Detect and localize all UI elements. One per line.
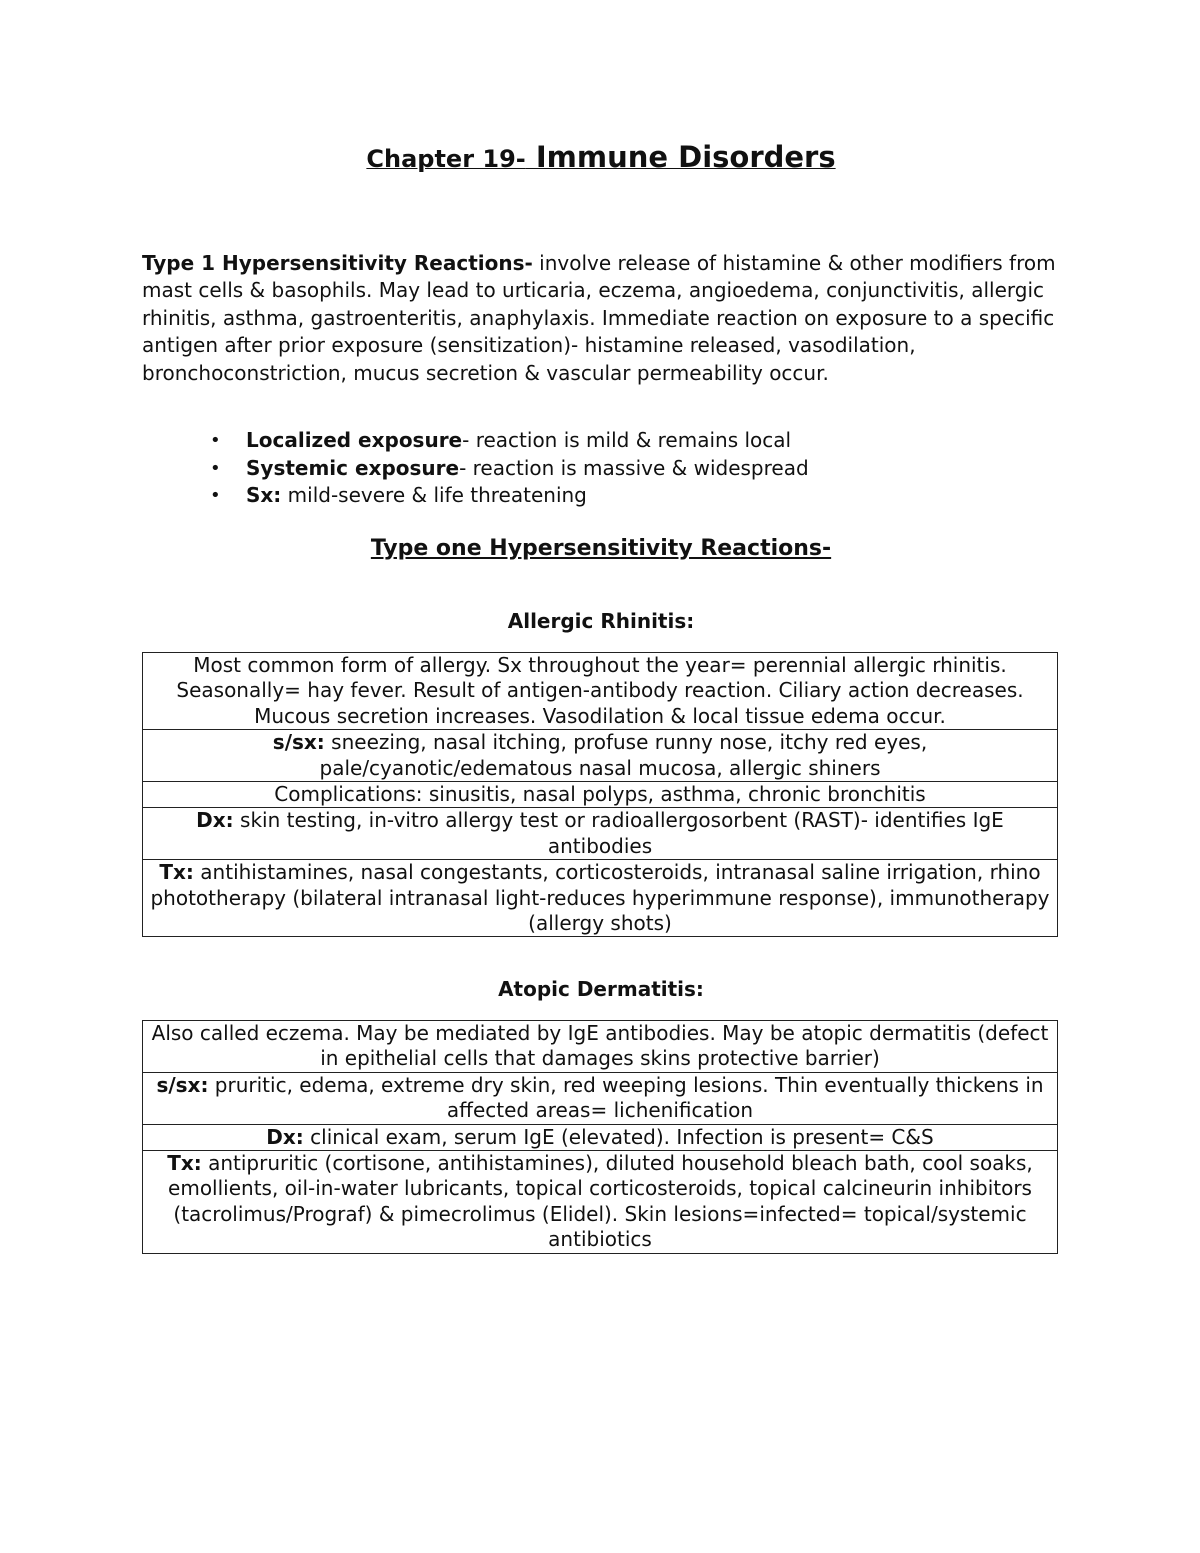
bullet-icon: • [210, 430, 221, 451]
allergic-rhinitis-table [142, 652, 1058, 937]
section-title: Type one Hypersensitivity Reactions- [370, 536, 832, 561]
cell-text: clinical exam, serum IgE (elevated). Infection is present= C&S [303, 1124, 934, 1149]
intro-lead: Type 1 Hypersensitivity Reactions- [142, 251, 533, 275]
cell-label: Tx: [159, 860, 194, 885]
table-row [143, 808, 1058, 860]
bullet-icon: • [210, 485, 221, 506]
bullet-label: Systemic exposure [246, 455, 460, 480]
bullet-text: - reaction is mild & remains local [462, 428, 792, 452]
table-row [143, 782, 1058, 808]
cell-label: s/sx: [156, 1072, 209, 1097]
cell-text: antihistamines, nasal congestants, corticosteroids, intranasal saline irrigation, rhino phototherapy (bilateral intranasal light-reduces hyperimmune response), immunotherapy (allergy shots) [150, 860, 1050, 936]
table-row [143, 653, 1058, 730]
list-item [142, 482, 1060, 510]
table-cell [143, 860, 1058, 937]
cell-text: skin testing, in-vitro allergy test or radioallergosorbent (RAST)- identifies IgE antibodies [233, 808, 1004, 858]
list-item [142, 427, 1060, 455]
table-cell [143, 808, 1058, 860]
table-cell [143, 1124, 1058, 1150]
intro-text: involve release of histamine & other modifiers from mast cells & basophils. May lead to urticaria, eczema, angioedema, conjunctivitis, allergic rhinitis, asthma, gastroenteritis, anaphylaxis. Immediate reaction on exposure to a specific antigen after prior exposure (sensitization)- histamine released, vasodilation, bronchoconstriction, mucus secretion & vascular permeability occur. [142, 251, 1056, 385]
cell-text: sneezing, nasal itching, profuse runny nose, itchy red eyes, pale/cyanotic/edematous nasal mucosa, allergic shiners [319, 730, 928, 780]
table-cell [143, 1151, 1058, 1254]
bullet-text: mild-severe & life threatening [281, 483, 587, 507]
atopic-dermatitis-heading: Atopic Dermatitis: [498, 977, 704, 1001]
table-cell [143, 1072, 1058, 1124]
bullet-icon: • [210, 457, 221, 479]
bullet-label: Sx: [246, 483, 282, 507]
table-row [143, 860, 1058, 937]
allergic-rhinitis-heading: Allergic Rhinitis: [507, 609, 695, 633]
cell-label: Dx: [196, 808, 234, 833]
table-row [143, 730, 1058, 782]
atopic-dermatitis-table [142, 1020, 1058, 1254]
cell-label: Dx: [266, 1124, 304, 1149]
table-cell [143, 1021, 1058, 1073]
list-item [142, 455, 1060, 483]
table-cell [143, 653, 1058, 730]
table-row [143, 1021, 1058, 1073]
cell-text: pruritic, edema, extreme dry skin, red weeping lesions. Thin eventually thickens in affected areas= lichenification [208, 1072, 1044, 1123]
cell-text: Complications: sinusitis, nasal polyps, asthma, chronic bronchitis [274, 782, 926, 807]
bullet-text: - reaction is massive & widespread [459, 455, 809, 480]
title-main: Immune Disorders [525, 140, 836, 174]
intro-paragraph [142, 250, 1060, 387]
page-title [142, 140, 1060, 174]
bullet-label: Localized exposure [246, 428, 463, 452]
table-row [143, 1072, 1058, 1124]
table-row [143, 1151, 1058, 1254]
cell-text: antipruritic (cortisone, antihistamines), diluted household bleach bath, cool soaks, emollients, oil-in-water lubricants, topical corticosteroids, topical calcineurin inhibitors (tacrolimus/Prograf) & pimecrolimus (Elidel). Skin lesions=infected= topical/systemic antibiotics [168, 1151, 1033, 1252]
cell-text: Also called eczema. May be mediated by IgE antibodies. May be atopic dermatitis (defect in epithelial cells that damages skins protective barrier) [151, 1021, 1049, 1071]
table-cell [143, 730, 1058, 782]
cell-text: Most common form of allergy. Sx throughout the year= perennial allergic rhinitis. Seasonally= hay fever. Result of antigen-antibody reaction. Ciliary action decreases. Mucous secretion increases. Vasodilation & local tissue edema occur. [176, 653, 1024, 728]
cell-label: Tx: [167, 1151, 202, 1176]
title-prefix: Chapter 19- [366, 145, 526, 173]
bullet-list [142, 427, 1060, 510]
cell-label: s/sx: [272, 730, 325, 755]
table-row [143, 1124, 1058, 1150]
table-cell [143, 782, 1058, 808]
